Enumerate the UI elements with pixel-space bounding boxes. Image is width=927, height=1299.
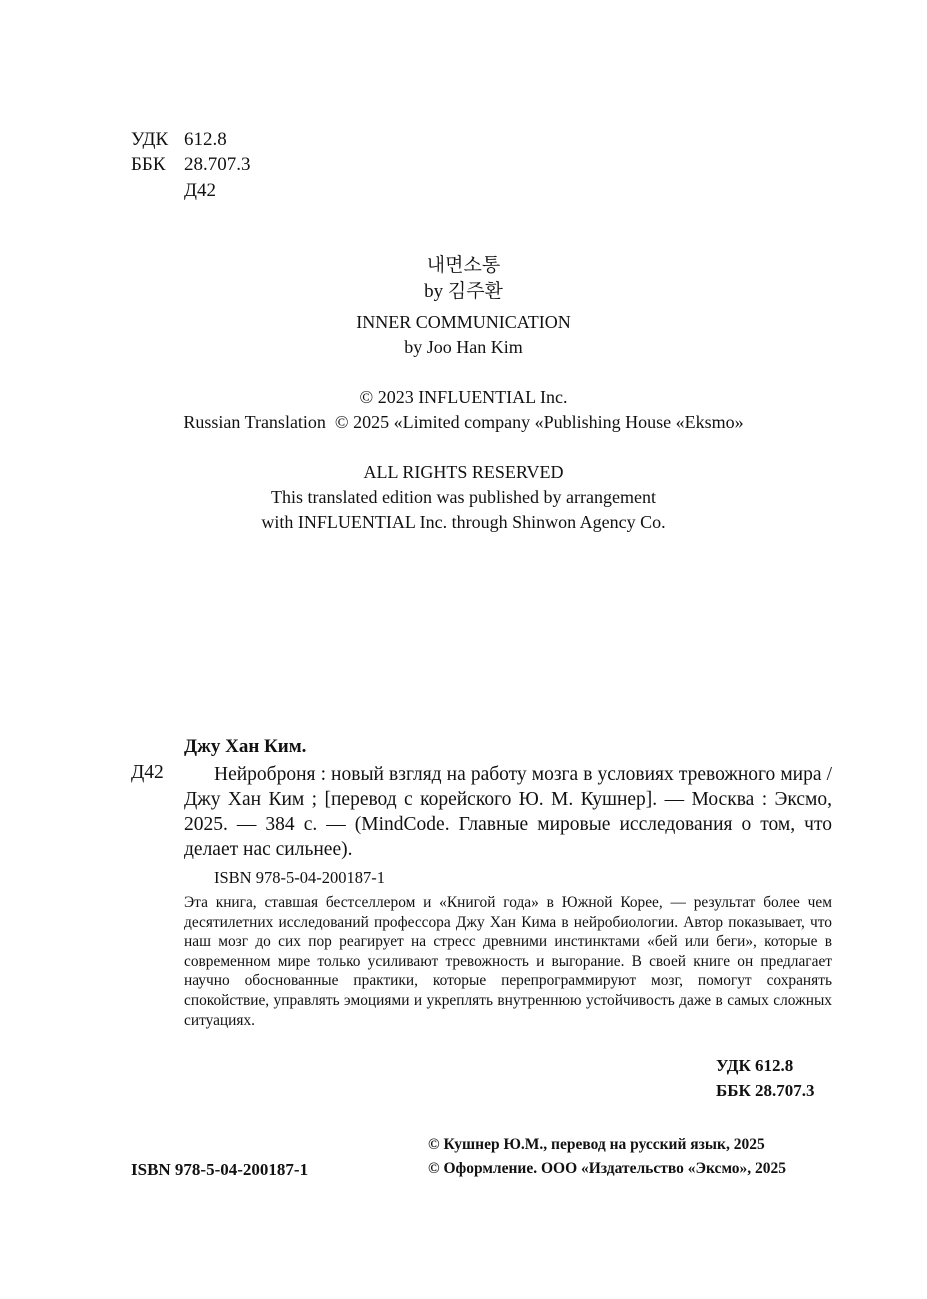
english-author: by Joo Han Kim xyxy=(404,337,523,357)
bib-author-heading: Джу Хан Ким. xyxy=(184,736,307,757)
bib-mark: Д42 xyxy=(131,762,164,783)
rights-heading: ALL RIGHTS RESERVED xyxy=(363,462,564,482)
bottom-udk: УДК 612.8 xyxy=(716,1056,794,1075)
korean-author: by 김주환 xyxy=(424,281,503,302)
udk-label: УДК xyxy=(131,129,169,150)
copyright-original: © 2023 INFLUENTIAL Inc. xyxy=(359,387,568,407)
bib-description: Нейроброня : новый взгляд на работу мозга в условиях тревожного мира / Джу Хан Ким ; [перевод с корейского Ю. М. Кушнер]. — Москва : Эксмо, 2025. — 384 с. — (MindCode. Главные мировые исследования о том, что делает нас сильнее). xyxy=(184,764,832,860)
bib-annotation: Эта книга, ставшая бестселлером и «Книгой года» в Южной Корее, — результат более чем десятилетних исследований профессора Джу Хан Кима в нейробиологии. Автор показывает, что наш мозг до сих пор реагирует на стресс древними инстинктами «бей или беги», которые в современном мире только усиливают тревожность и выгорание. В своей книге он предлагает научно обоснованные практики, которые перепрограммируют мозг, помогут сохранять спокойствие, управлять эмоциями и укреплять внутреннюю устойчивость даже в самых сложных ситуациях. xyxy=(184,894,832,1029)
korean-title: 내면소통 xyxy=(426,254,501,276)
english-title: INNER COMMUNICATION xyxy=(356,312,571,332)
bbk-label: ББК xyxy=(131,154,166,175)
bib-isbn: ISBN 978-5-04-200187-1 xyxy=(214,868,385,887)
copyright-translation: © Кушнер Ю.М., перевод на русский язык, 2025 xyxy=(428,1136,765,1153)
bbk-value: 28.707.3 xyxy=(184,154,251,175)
copyright-russian-translation: Russian Translation © 2025 «Limited company «Publishing House «Eksmo» xyxy=(183,412,744,432)
author-mark: Д42 xyxy=(184,180,216,201)
copyright-design: © Оформление. ООО «Издательство «Эксмо», 2025 xyxy=(428,1160,787,1177)
bottom-isbn: ISBN 978-5-04-200187-1 xyxy=(131,1160,309,1179)
bottom-bbk: ББК 28.707.3 xyxy=(716,1081,815,1100)
udk-value: 612.8 xyxy=(184,129,227,150)
rights-line-2: with INFLUENTIAL Inc. through Shinwon Agency Co. xyxy=(261,512,666,532)
rights-line-1: This translated edition was published by arrangement xyxy=(271,487,656,507)
